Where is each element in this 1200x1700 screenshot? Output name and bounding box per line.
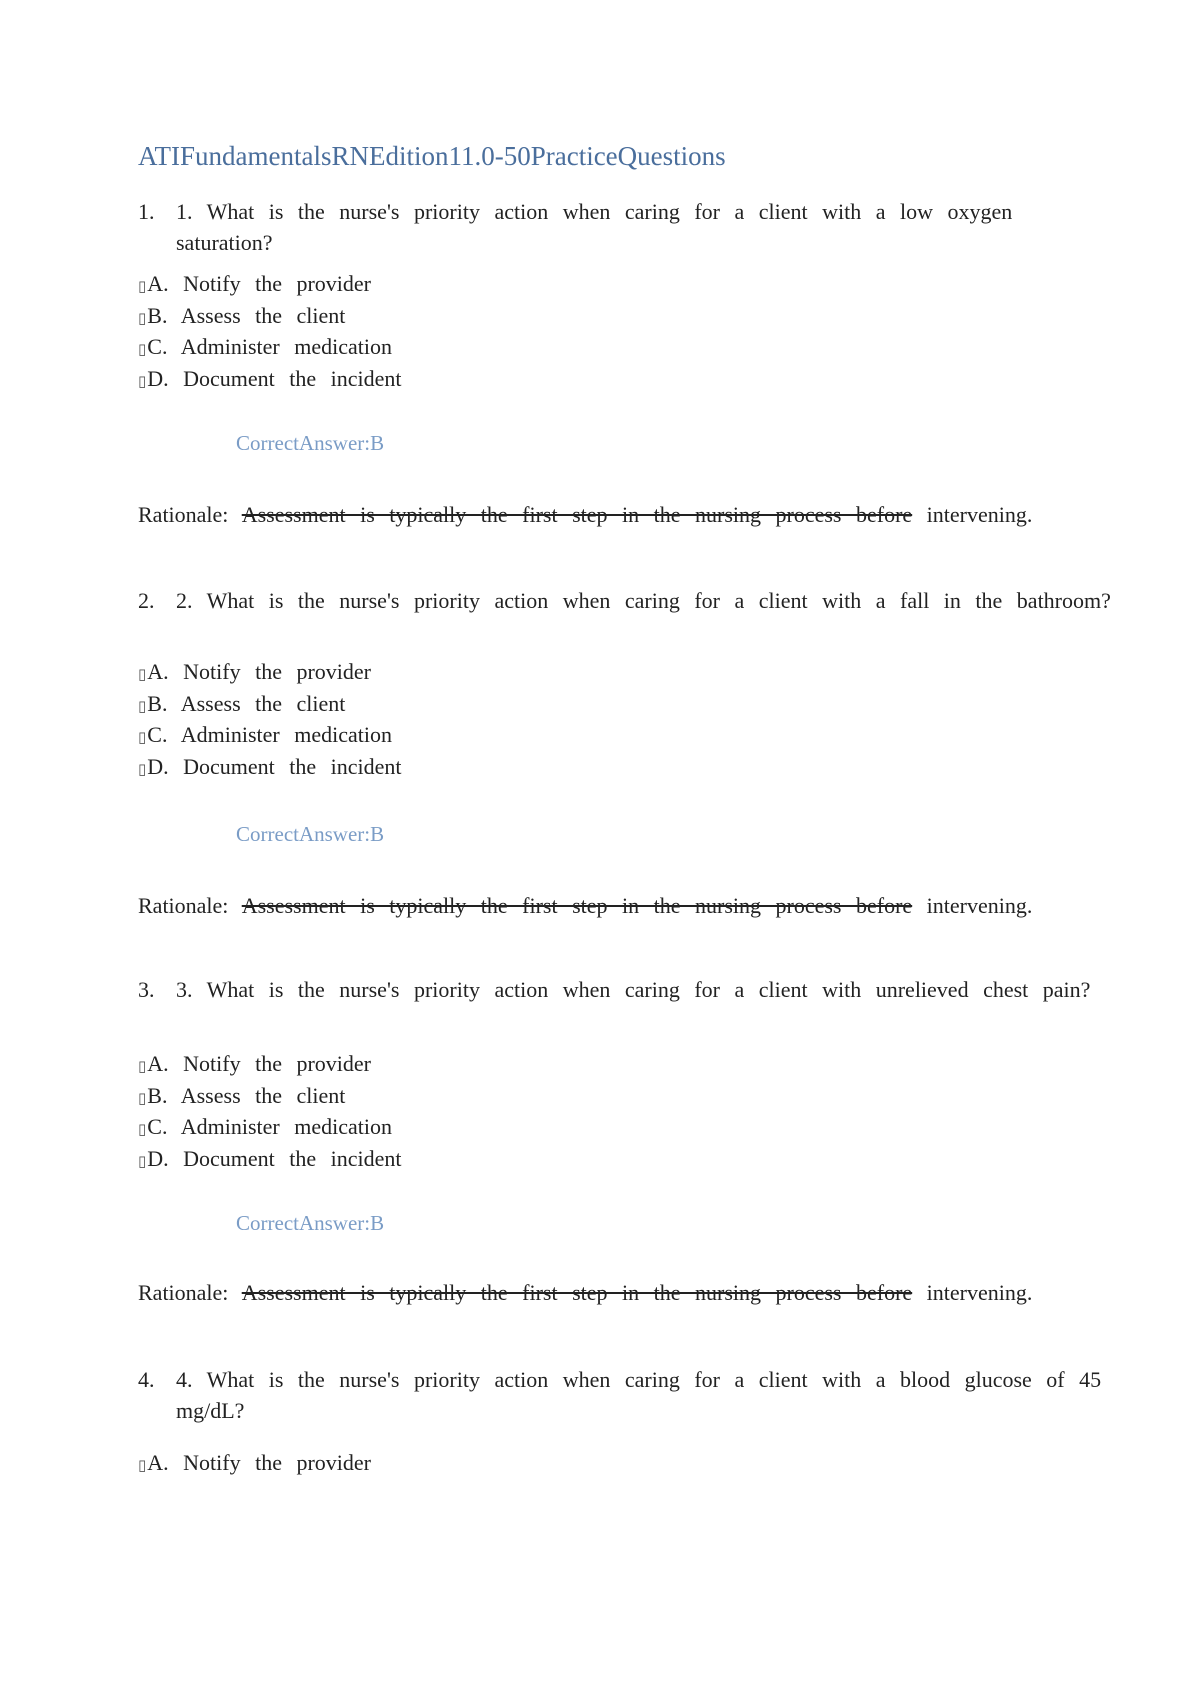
checkbox-icon: ▯ bbox=[138, 1456, 147, 1474]
question-text: 3. What is the nurse's priority action when caring for a client with unrelieved chest pain? bbox=[176, 977, 1091, 1002]
checkbox-icon: ▯ bbox=[138, 340, 147, 358]
checkbox-icon: ▯ bbox=[138, 308, 147, 327]
option-item[interactable]: ▯A. Notify the provider bbox=[138, 659, 371, 684]
option-item[interactable]: ▯B. Assess the client bbox=[138, 302, 346, 328]
option-item[interactable]: ▯C. Administer medication bbox=[138, 334, 392, 359]
question-4 bbox=[138, 1364, 1176, 1426]
question-number: 3. bbox=[138, 977, 155, 1002]
rationale-label: Rationale: bbox=[138, 502, 229, 527]
options-list-3 bbox=[138, 1048, 402, 1174]
option-item[interactable]: ▯A. Notify the provider bbox=[138, 1450, 371, 1475]
document-title: ATIFundamentalsRNEdition11.0-50PracticeQuestions bbox=[138, 141, 726, 171]
option-item[interactable]: ▯A. Notify the provider bbox=[138, 271, 371, 296]
rationale-label: Rationale: bbox=[138, 1280, 229, 1305]
question-number: 1. bbox=[138, 199, 155, 224]
question-number: 4. bbox=[138, 1367, 155, 1392]
option-item[interactable]: ▯C. Administer medication bbox=[138, 722, 392, 747]
option-item[interactable]: ▯D. Document the incident bbox=[138, 753, 402, 779]
question-text: 1. What is the nurse's priority action when caring for a client with a low oxygen saturation? bbox=[176, 199, 1013, 255]
rationale bbox=[138, 1280, 1032, 1306]
rationale-label: Rationale: bbox=[138, 893, 229, 918]
question-1 bbox=[138, 196, 1116, 258]
checkbox-icon: ▯ bbox=[138, 1057, 147, 1075]
question-2 bbox=[138, 585, 1116, 616]
rationale-tail: intervening. bbox=[926, 502, 1033, 527]
correct-answer: CorrectAnswer:B bbox=[236, 1211, 385, 1235]
options-list-4 bbox=[138, 1447, 371, 1479]
question-text: 4. What is the nurse's priority action when caring for a client with a blood glucose of 45 mg/dL? bbox=[176, 1367, 1102, 1423]
rationale-tail: intervening. bbox=[926, 1280, 1033, 1305]
rationale bbox=[138, 502, 1032, 528]
checkbox-icon: ▯ bbox=[138, 1120, 147, 1138]
option-item[interactable]: ▯D. Document the incident bbox=[138, 1145, 402, 1171]
options-list-2 bbox=[138, 656, 402, 782]
checkbox-icon: ▯ bbox=[138, 728, 147, 746]
rationale-text: Assessment is typically the first step in the nursing process before bbox=[241, 893, 913, 918]
option-item[interactable]: ▯A. Notify the provider bbox=[138, 1051, 371, 1076]
option-item[interactable]: ▯C. Administer medication bbox=[138, 1114, 392, 1139]
rationale-text: Assessment is typically the first step in the nursing process before bbox=[241, 502, 913, 527]
correct-answer: CorrectAnswer:B bbox=[236, 822, 385, 846]
option-item[interactable]: ▯B. Assess the client bbox=[138, 690, 346, 716]
checkbox-icon: ▯ bbox=[138, 696, 147, 715]
checkbox-icon: ▯ bbox=[138, 665, 147, 683]
checkbox-icon: ▯ bbox=[138, 371, 147, 390]
question-number: 2. bbox=[138, 588, 155, 613]
checkbox-icon: ▯ bbox=[138, 1088, 147, 1107]
checkbox-icon: ▯ bbox=[138, 759, 147, 778]
rationale-tail: intervening. bbox=[926, 893, 1033, 918]
correct-answer: CorrectAnswer:B bbox=[236, 431, 385, 455]
options-list-1 bbox=[138, 268, 402, 394]
option-item[interactable]: ▯D. Document the incident bbox=[138, 365, 402, 391]
rationale bbox=[138, 893, 1032, 919]
question-3 bbox=[138, 974, 1116, 1005]
checkbox-icon: ▯ bbox=[138, 1151, 147, 1170]
question-text: 2. What is the nurse's priority action when caring for a client with a fall in the bathroom? bbox=[176, 588, 1111, 613]
rationale-text: Assessment is typically the first step in the nursing process before bbox=[241, 1280, 913, 1305]
checkbox-icon: ▯ bbox=[138, 277, 147, 295]
option-item[interactable]: ▯B. Assess the client bbox=[138, 1082, 346, 1108]
